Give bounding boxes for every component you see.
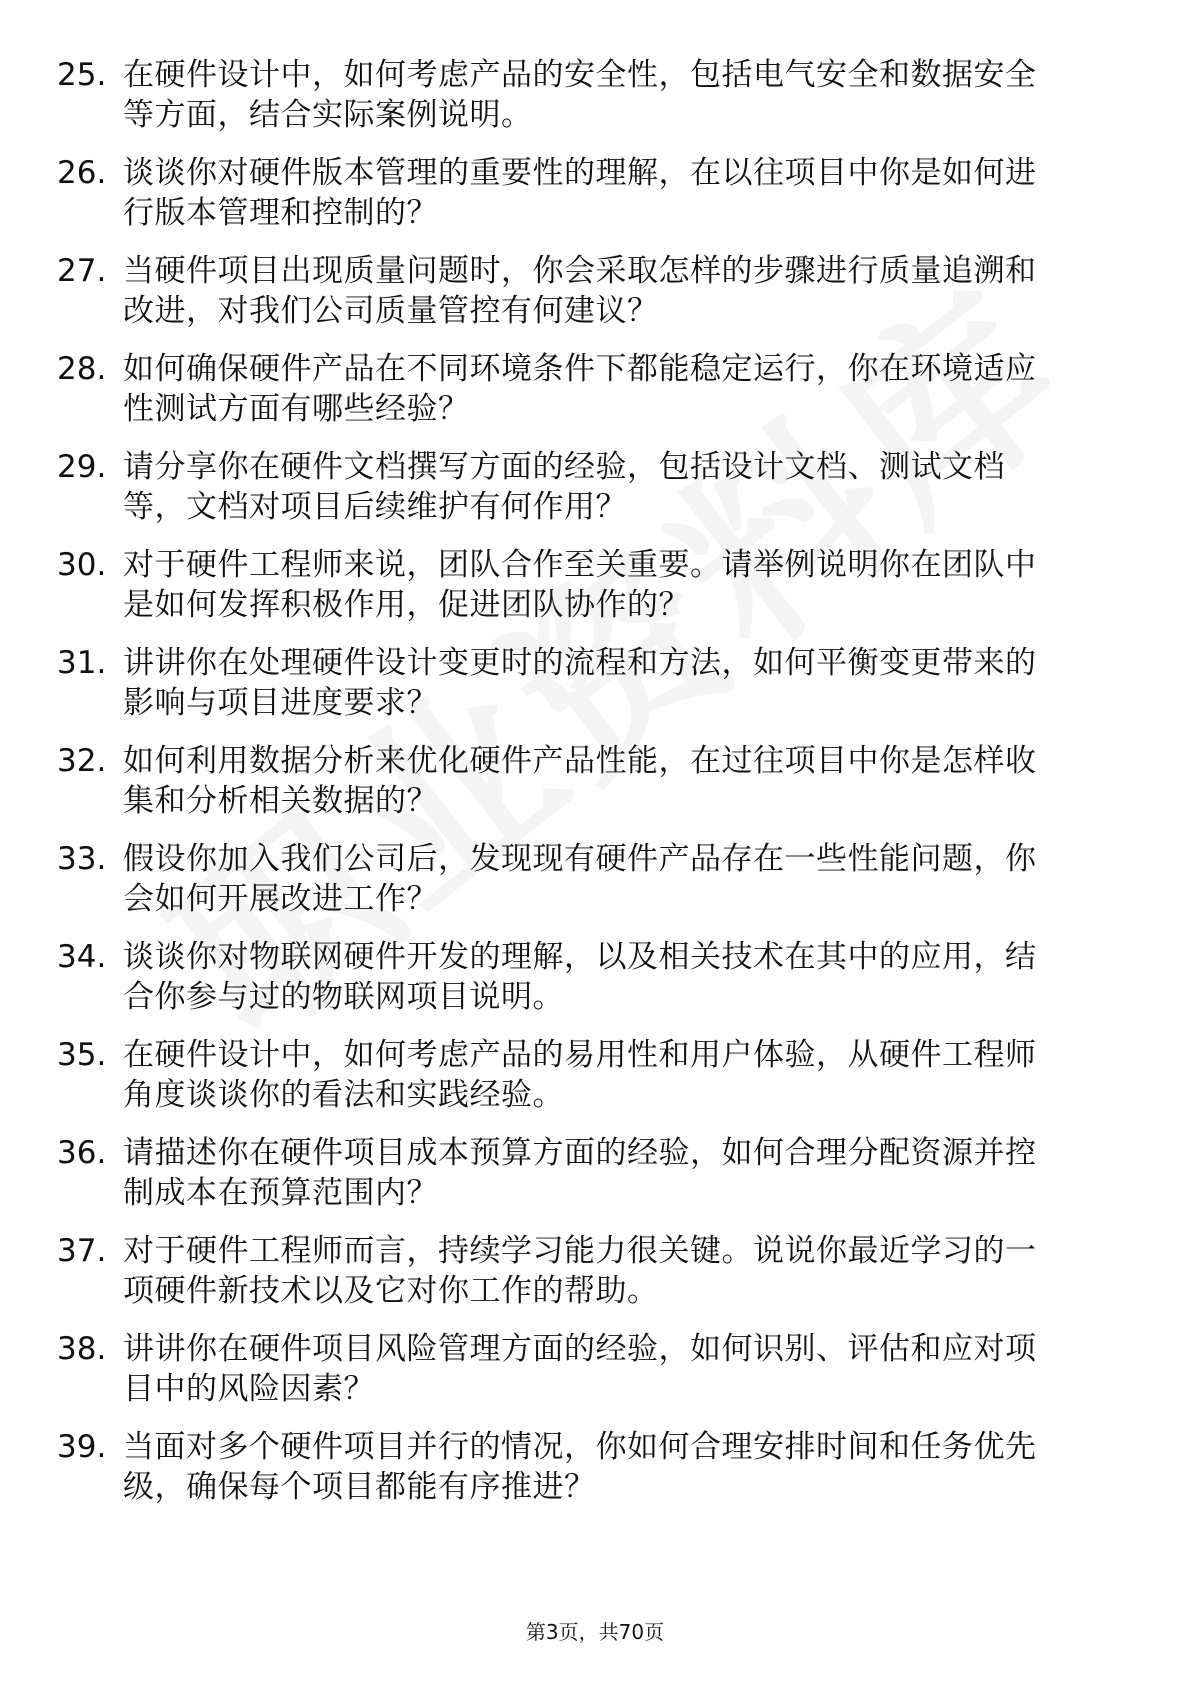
question-item [57,545,1137,643]
question-text: 对于硬件工程师来说，团队合作至关重要。请举例说明你在团队中是如何发挥积极作用，促进团队协作的？ [123,547,1037,623]
question-item [57,839,1137,937]
question-number: 35. [57,1037,107,1073]
question-item [57,349,1137,447]
question-number: 32. [57,743,107,779]
question-item [57,1231,1137,1329]
question-item [57,1133,1137,1231]
question-text: 如何确保硬件产品在不同环境条件下都能稳定运行，你在环境适应性测试方面有哪些经验？ [123,351,1037,427]
question-item [57,1427,1137,1525]
question-number: 36. [57,1135,107,1171]
question-text: 谈谈你对硬件版本管理的重要性的理解，在以往项目中你是如何进行版本管理和控制的？ [123,155,1037,231]
question-list [57,55,1137,1525]
question-number: 31. [57,645,107,681]
question-text: 当面对多个硬件项目并行的情况，你如何合理安排时间和任务优先级，确保每个项目都能有序推进？ [123,1429,1037,1505]
question-text: 对于硬件工程师而言，持续学习能力很关键。说说你最近学习的一项硬件新技术以及它对你工作的帮助。 [123,1233,1037,1309]
question-number: 25. [57,57,107,93]
question-number: 38. [57,1331,107,1367]
question-number: 33. [57,841,107,877]
question-item [57,741,1137,839]
question-item [57,55,1137,153]
question-item [57,153,1137,251]
question-number: 30. [57,547,107,583]
question-text: 请分享你在硬件文档撰写方面的经验，包括设计文档、测试文档等，文档对项目后续维护有何作用？ [123,449,1005,525]
question-number: 37. [57,1233,107,1269]
question-number: 27. [57,253,107,289]
question-text: 讲讲你在硬件项目风险管理方面的经验，如何识别、评估和应对项目中的风险因素？ [123,1331,1037,1407]
question-number: 34. [57,939,107,975]
question-text: 如何利用数据分析来优化硬件产品性能，在过往项目中你是怎样收集和分析相关数据的？ [123,743,1037,819]
question-text: 当硬件项目出现质量问题时，你会采取怎样的步骤进行质量追溯和改进，对我们公司质量管控有何建议？ [123,253,1037,329]
question-text: 在硬件设计中，如何考虑产品的易用性和用户体验，从硬件工程师角度谈谈你的看法和实践经验。 [123,1037,1037,1113]
question-item [57,643,1137,741]
question-text: 请描述你在硬件项目成本预算方面的经验，如何合理分配资源并控制成本在预算范围内？ [123,1135,1037,1211]
question-item [57,1329,1137,1427]
question-number: 26. [57,155,107,191]
question-text: 谈谈你对物联网硬件开发的理解，以及相关技术在其中的应用，结合你参与过的物联网项目说明。 [123,939,1037,1015]
page-footer: 第3页，共70页 [525,1620,665,1644]
question-item [57,937,1137,1035]
question-item [57,1035,1137,1133]
question-text: 在硬件设计中，如何考虑产品的安全性，包括电气安全和数据安全等方面，结合实际案例说明。 [123,57,1037,133]
question-item [57,447,1137,545]
question-number: 39. [57,1429,107,1465]
question-number: 29. [57,449,107,485]
question-number: 28. [57,351,107,387]
question-text: 假设你加入我们公司后，发现现有硬件产品存在一些性能问题，你会如何开展改进工作？ [123,841,1037,917]
question-text: 讲讲你在处理硬件设计变更时的流程和方法，如何平衡变更带来的影响与项目进度要求？ [123,645,1037,721]
question-item [57,251,1137,349]
